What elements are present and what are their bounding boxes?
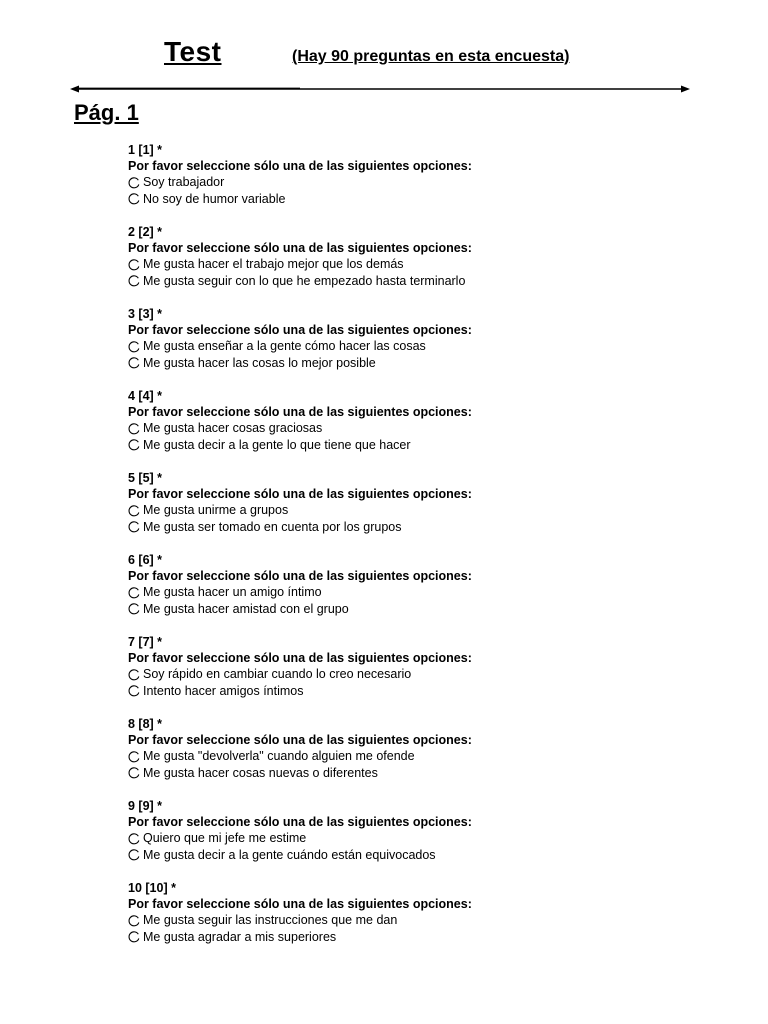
question-instruction: Por favor seleccione sólo una de las siguientes opciones:	[128, 323, 472, 337]
answer-option[interactable]	[128, 437, 728, 454]
answer-option[interactable]	[128, 929, 728, 946]
radio-button-icon[interactable]	[128, 669, 139, 680]
radio-button-icon[interactable]	[128, 357, 139, 368]
answer-option[interactable]	[128, 584, 728, 601]
option-label: Me gusta "devolverla" cuando alguien me ofende	[143, 749, 415, 763]
answer-option[interactable]	[128, 519, 728, 536]
question-number: 9 [9] *	[128, 799, 163, 813]
radio-button-icon[interactable]	[128, 341, 139, 352]
option-label: Me gusta unirme a grupos	[143, 503, 289, 517]
option-label: Me gusta seguir las instrucciones que me dan	[143, 913, 398, 927]
answer-option[interactable]	[128, 765, 728, 782]
radio-button-icon[interactable]	[128, 833, 139, 844]
question-instruction: Por favor seleccione sólo una de las siguientes opciones:	[128, 815, 472, 829]
option-label: Me gusta hacer amistad con el grupo	[143, 601, 349, 616]
question-instruction: Por favor seleccione sólo una de las siguientes opciones:	[128, 405, 472, 419]
question-number: 3 [3] *	[128, 307, 163, 321]
answer-option[interactable]	[128, 420, 728, 437]
option-label: Me gusta decir a la gente cuándo están equivocados	[143, 847, 436, 862]
answer-option[interactable]	[128, 174, 728, 191]
radio-button-icon[interactable]	[128, 521, 139, 532]
radio-button-icon[interactable]	[128, 505, 139, 516]
double-arrow-divider	[70, 84, 690, 94]
question-number: 6 [6] *	[128, 553, 163, 567]
answer-option[interactable]	[128, 748, 728, 765]
question-item	[128, 306, 728, 388]
question-instruction: Por favor seleccione sólo una de las siguientes opciones:	[128, 241, 472, 255]
option-label: Me gusta hacer las cosas lo mejor posible	[143, 355, 376, 370]
answer-option[interactable]	[128, 502, 728, 519]
question-instruction: Por favor seleccione sólo una de las siguientes opciones:	[128, 733, 472, 747]
option-label: Me gusta enseñar a la gente cómo hacer las cosas	[143, 339, 426, 353]
option-label: Me gusta hacer cosas graciosas	[143, 421, 323, 435]
option-label: Me gusta agradar a mis superiores	[143, 929, 337, 944]
question-item	[128, 470, 728, 552]
radio-button-icon[interactable]	[128, 259, 139, 270]
question-item	[128, 716, 728, 798]
answer-option[interactable]	[128, 338, 728, 355]
question-item	[128, 552, 728, 634]
answer-option[interactable]	[128, 256, 728, 273]
radio-button-icon[interactable]	[128, 439, 139, 450]
question-instruction: Por favor seleccione sólo una de las siguientes opciones:	[128, 897, 472, 911]
question-instruction: Por favor seleccione sólo una de las siguientes opciones:	[128, 159, 472, 173]
question-instruction: Por favor seleccione sólo una de las siguientes opciones:	[128, 569, 472, 583]
radio-button-icon[interactable]	[128, 423, 139, 434]
question-item	[128, 142, 728, 224]
radio-button-icon[interactable]	[128, 685, 139, 696]
option-label: Intento hacer amigos íntimos	[143, 683, 304, 698]
option-label: Soy rápido en cambiar cuando lo creo necesario	[143, 667, 412, 681]
radio-button-icon[interactable]	[128, 275, 139, 286]
question-instruction: Por favor seleccione sólo una de las siguientes opciones:	[128, 651, 472, 665]
answer-option[interactable]	[128, 912, 728, 929]
radio-button-icon[interactable]	[128, 177, 139, 188]
answer-option[interactable]	[128, 273, 728, 290]
survey-question-count: (Hay 90 preguntas en esta encuesta)	[292, 48, 570, 65]
option-label: Me gusta seguir con lo que he empezado hasta terminarlo	[143, 273, 466, 288]
question-number: 7 [7] *	[128, 635, 163, 649]
radio-button-icon[interactable]	[128, 849, 139, 860]
question-item	[128, 880, 728, 962]
question-number: 8 [8] *	[128, 717, 163, 731]
answer-option[interactable]	[128, 830, 728, 847]
radio-button-icon[interactable]	[128, 587, 139, 598]
radio-button-icon[interactable]	[128, 767, 139, 778]
option-label: No soy de humor variable	[143, 191, 286, 206]
option-label: Me gusta hacer cosas nuevas o diferentes	[143, 765, 378, 780]
option-label: Me gusta ser tomado en cuenta por los grupos	[143, 519, 402, 534]
question-number: 10 [10] *	[128, 881, 176, 895]
radio-button-icon[interactable]	[128, 603, 139, 614]
radio-button-icon[interactable]	[128, 193, 139, 204]
answer-option[interactable]	[128, 683, 728, 700]
question-number: 2 [2] *	[128, 225, 163, 239]
question-number: 5 [5] *	[128, 471, 163, 485]
question-item	[128, 224, 728, 306]
page-number-label: Pág. 1	[74, 100, 139, 125]
radio-button-icon[interactable]	[128, 751, 139, 762]
question-number: 1 [1] *	[128, 143, 163, 157]
question-list	[128, 142, 728, 962]
option-label: Me gusta hacer el trabajo mejor que los demás	[143, 257, 404, 271]
option-label: Soy trabajador	[143, 175, 225, 189]
answer-option[interactable]	[128, 847, 728, 864]
answer-option[interactable]	[128, 666, 728, 683]
answer-option[interactable]	[128, 601, 728, 618]
page-title: Test	[164, 36, 222, 67]
page-header	[0, 36, 768, 76]
radio-button-icon[interactable]	[128, 915, 139, 926]
option-label: Me gusta hacer un amigo íntimo	[143, 585, 322, 599]
question-item	[128, 798, 728, 880]
question-instruction: Por favor seleccione sólo una de las siguientes opciones:	[128, 487, 472, 501]
option-label: Quiero que mi jefe me estime	[143, 831, 307, 845]
question-item	[128, 634, 728, 716]
answer-option[interactable]	[128, 191, 728, 208]
option-label: Me gusta decir a la gente lo que tiene que hacer	[143, 437, 411, 452]
question-item	[128, 388, 728, 470]
question-number: 4 [4] *	[128, 389, 163, 403]
answer-option[interactable]	[128, 355, 728, 372]
radio-button-icon[interactable]	[128, 931, 139, 942]
